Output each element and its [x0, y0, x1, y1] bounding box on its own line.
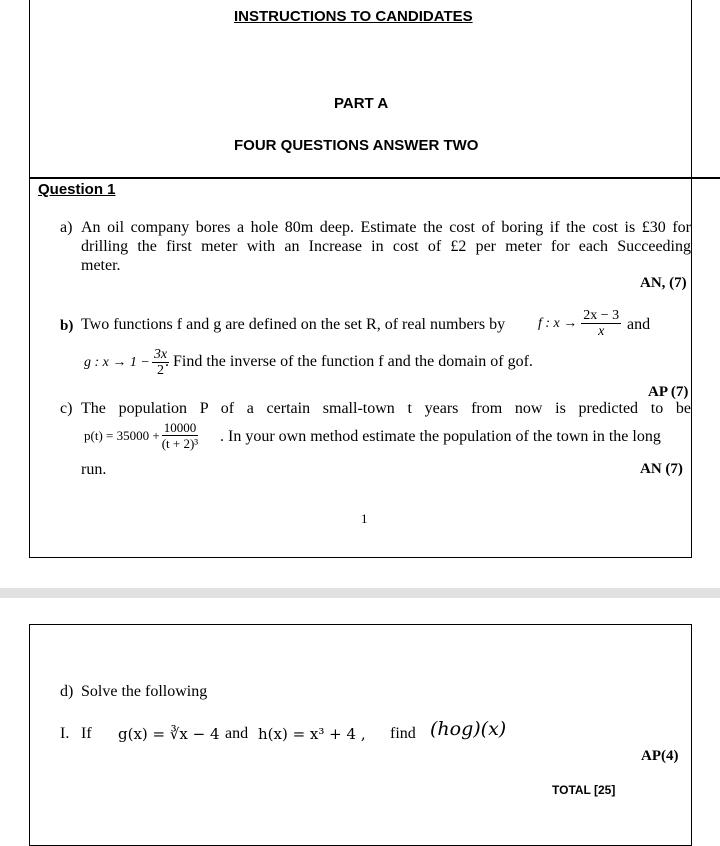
g-numerator: 3x: [153, 347, 168, 362]
item-i-find: find: [390, 725, 416, 742]
total-marks: TOTAL [25]: [552, 783, 616, 797]
page-number: 1: [361, 511, 368, 526]
item-i-and: and: [225, 725, 249, 742]
question-title: Question 1: [38, 181, 116, 198]
part-c-line-3: run.: [81, 461, 107, 478]
part-a-mark: AN, (7): [640, 275, 687, 291]
item-i-label: I.: [60, 725, 70, 742]
four-questions-heading: FOUR QUESTIONS ANSWER TWO: [234, 137, 479, 154]
f-denominator: x: [598, 324, 605, 339]
part-c-line-1: The population P of a certain small-town t years from now is predicted to be: [81, 400, 691, 417]
exam-page-1: [29, 0, 692, 558]
f-definition: [538, 308, 621, 339]
part-b-text-1: Two functions f and g are defined on the set R, of real numbers by: [81, 316, 506, 333]
part-d-text: Solve the following: [81, 683, 208, 700]
g-definition: [84, 347, 169, 378]
g-expression: g(x) = ∛x − 4: [118, 725, 220, 743]
g-denominator: 2: [156, 363, 164, 378]
part-d-mark: AP(4): [641, 748, 679, 764]
instructions-heading: INSTRUCTIONS TO CANDIDATES: [234, 8, 473, 25]
part-d-label: d): [60, 683, 74, 700]
part-b-label: b): [60, 318, 74, 334]
part-b-and: and: [627, 316, 651, 333]
section-divider: [29, 177, 720, 179]
part-a-label: a): [60, 219, 73, 236]
p-fraction: [162, 420, 199, 451]
part-a-line-2: drilling the first meter with an Increase in cost of £2 per meter for each Succeeding: [81, 238, 691, 255]
f-lhs: f : x →: [538, 315, 578, 331]
p-lhs: p(t) = 35000 +: [84, 427, 160, 443]
part-a-line-3: meter.: [81, 257, 121, 274]
item-i-if: If: [81, 725, 92, 742]
page-separator: [0, 588, 720, 598]
p-denominator: (t + 2)³: [161, 436, 199, 451]
part-c-label: c): [60, 400, 73, 417]
p-definition: [84, 420, 198, 451]
part-a-line-1: An oil company bores a hole 80m deep. Estimate the cost of boring if the cost is £30 for: [81, 219, 691, 236]
hog-expression: (hog)(x): [430, 718, 507, 740]
part-heading: PART A: [334, 95, 389, 112]
h-expression: h(x) = x³ + 4 ,: [258, 725, 366, 743]
part-c-text-2: . In your own method estimate the population of the town in the long: [220, 428, 661, 445]
part-b-mark: AP (7): [648, 384, 689, 400]
part-b-text-2: . Find the inverse of the function f and the domain of gof.: [165, 353, 533, 370]
g-lhs: g : x → 1 −: [84, 354, 150, 370]
f-numerator: 2x − 3: [583, 308, 620, 323]
f-fraction: [581, 308, 621, 339]
p-numerator: 10000: [163, 420, 197, 435]
part-c-mark: AN (7): [640, 461, 683, 477]
